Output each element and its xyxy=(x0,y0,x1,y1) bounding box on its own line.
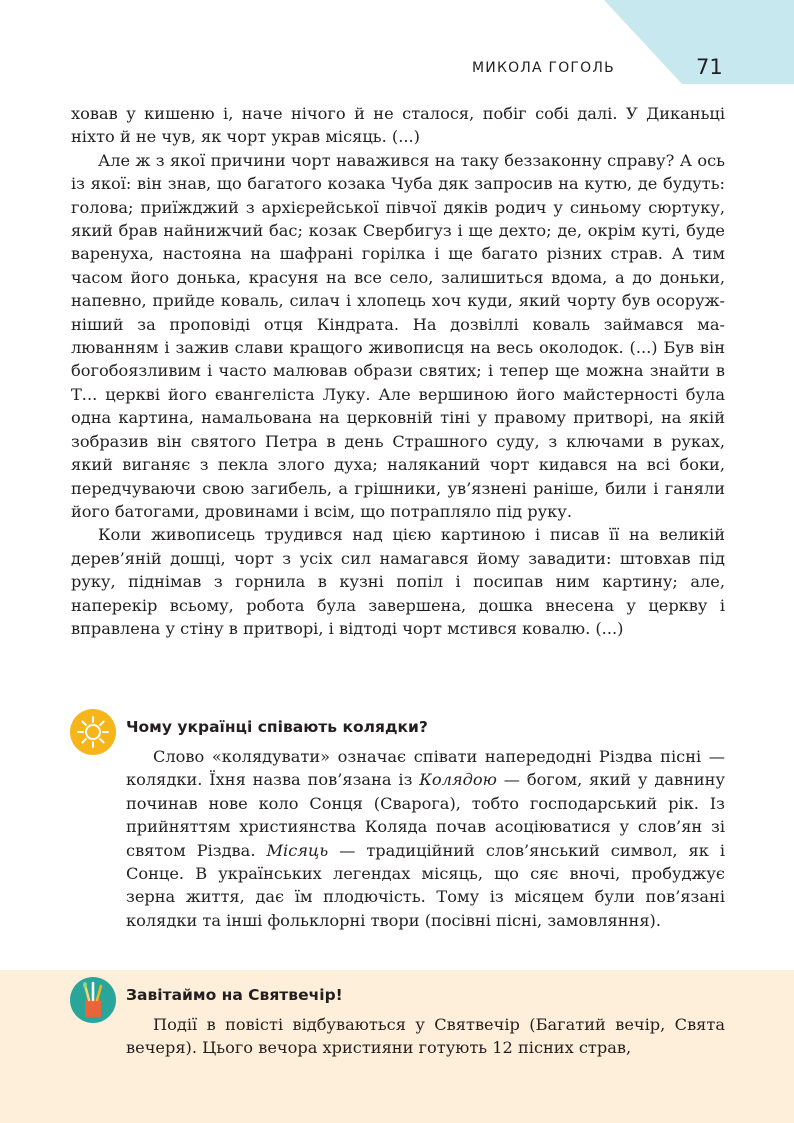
author-name: МИКОЛА ГОГОЛЬ xyxy=(472,60,615,76)
info-box-carols xyxy=(0,700,794,970)
box-carols-text-c: — традиційний слов’янський символ, як і Сонце. В українських легендах місяць, що сяє вночі, пробуджує зерна життя, дає їм плодючість. Тому із місяцем були пов’язані колядки та інші фольклорні твори (посівні пісні, замовляння). xyxy=(126,840,726,930)
main-text xyxy=(71,102,725,640)
paint-brushes-icon xyxy=(69,976,117,1024)
box-christmas-eve-title: Завітаймо на Святвечір! xyxy=(126,986,343,1004)
box-carols-italic-misiats: Місяць xyxy=(266,840,329,860)
box-carols-text-a: Слово «колядувати» означає співати напередодні Різдва пісні — колядки. Їхня назва пов’язана із xyxy=(126,747,725,790)
page-number: 71 xyxy=(696,55,723,79)
box-christmas-eve-text: Події в повісті відбуваються у Святвечір (Багатий вечір, Свята вечеря). Цього вечора християни готують 12 пісних страв, xyxy=(126,1015,725,1058)
sun-icon xyxy=(69,708,117,756)
paragraph-1: ховав у кишеню і, наче нічого й не сталося, побіг собі далі. У Диканьці ніхто й не чув, як чорт украв місяць. (...) xyxy=(71,104,725,147)
box-carols-italic-koliada: Колядою xyxy=(419,770,497,790)
header-accent-shape xyxy=(0,0,794,84)
info-box-christmas-eve xyxy=(0,970,794,1123)
paragraph-2: Але ж з якої причини чорт наважився на таку беззаконну справу? А ось із якої: він знав, що багатого козака Чуба дяк запросив на кутю, де будуть: голова; приїжджий з архієрейської півчої дяків родич у синьому сюртуку, який брав найнижчий бас; козак Свербигуз і ще дехто; де, окрім куті, буде варенуха, настояна на шафрані горілка і ще багато різних страв. А тим часом його донька, красуня на все село, залишиться вдома, а до доньки, напевно, прийде коваль, силач і хлопець хоч куди, який чорту був осоружніший за проповіді отця Кіндрата. На дозвіллі коваль займався малюванням і зажив слави кращого живописця на весь околодок. (...) Був він богобоязливим і часто малював образи святих; і тепер ще можна знайти в Т... церкві його євангеліста Луку. Але вершиною його майстерності була одна картина, намальована на церковній тіні у правому притворі, на якій зобразив він святого Петра в день Страшного суду, з ключами в руках, який виганяє з пекла злого духа; наляканий чорт кидався на всі боки, передчуваючи свою загибель, а грішники, ув’язнені раніше, били і ганяли його батогами, дровинами і всім, що потрапляло під руку. xyxy=(71,150,725,521)
box-carols-text xyxy=(126,745,725,932)
box-carols-title: Чому українці співають колядки? xyxy=(126,718,428,736)
header xyxy=(0,0,794,84)
paragraph-3: Коли живописець трудився над цією картиною і писав її на великій дерев’яній дошці, чорт з усіх сил намагався йому завадити: штовхав під руку, піднімав з горнила в кузні попіл і посипав ним картину; але, наперекір всьому, робота була завершена, дошка внесена у церкву і вправлена у стіну в притворі, і відтоді чорт мстився ковалю. (...) xyxy=(71,525,725,638)
box-carols-text-b: — богом, який у давнину починав нове коло Сонця (Сварога), тобто господарський рік. Із прийняттям християнства Коляда почав асоціюватися у слов’ян зі святом Різдва. xyxy=(126,770,725,860)
